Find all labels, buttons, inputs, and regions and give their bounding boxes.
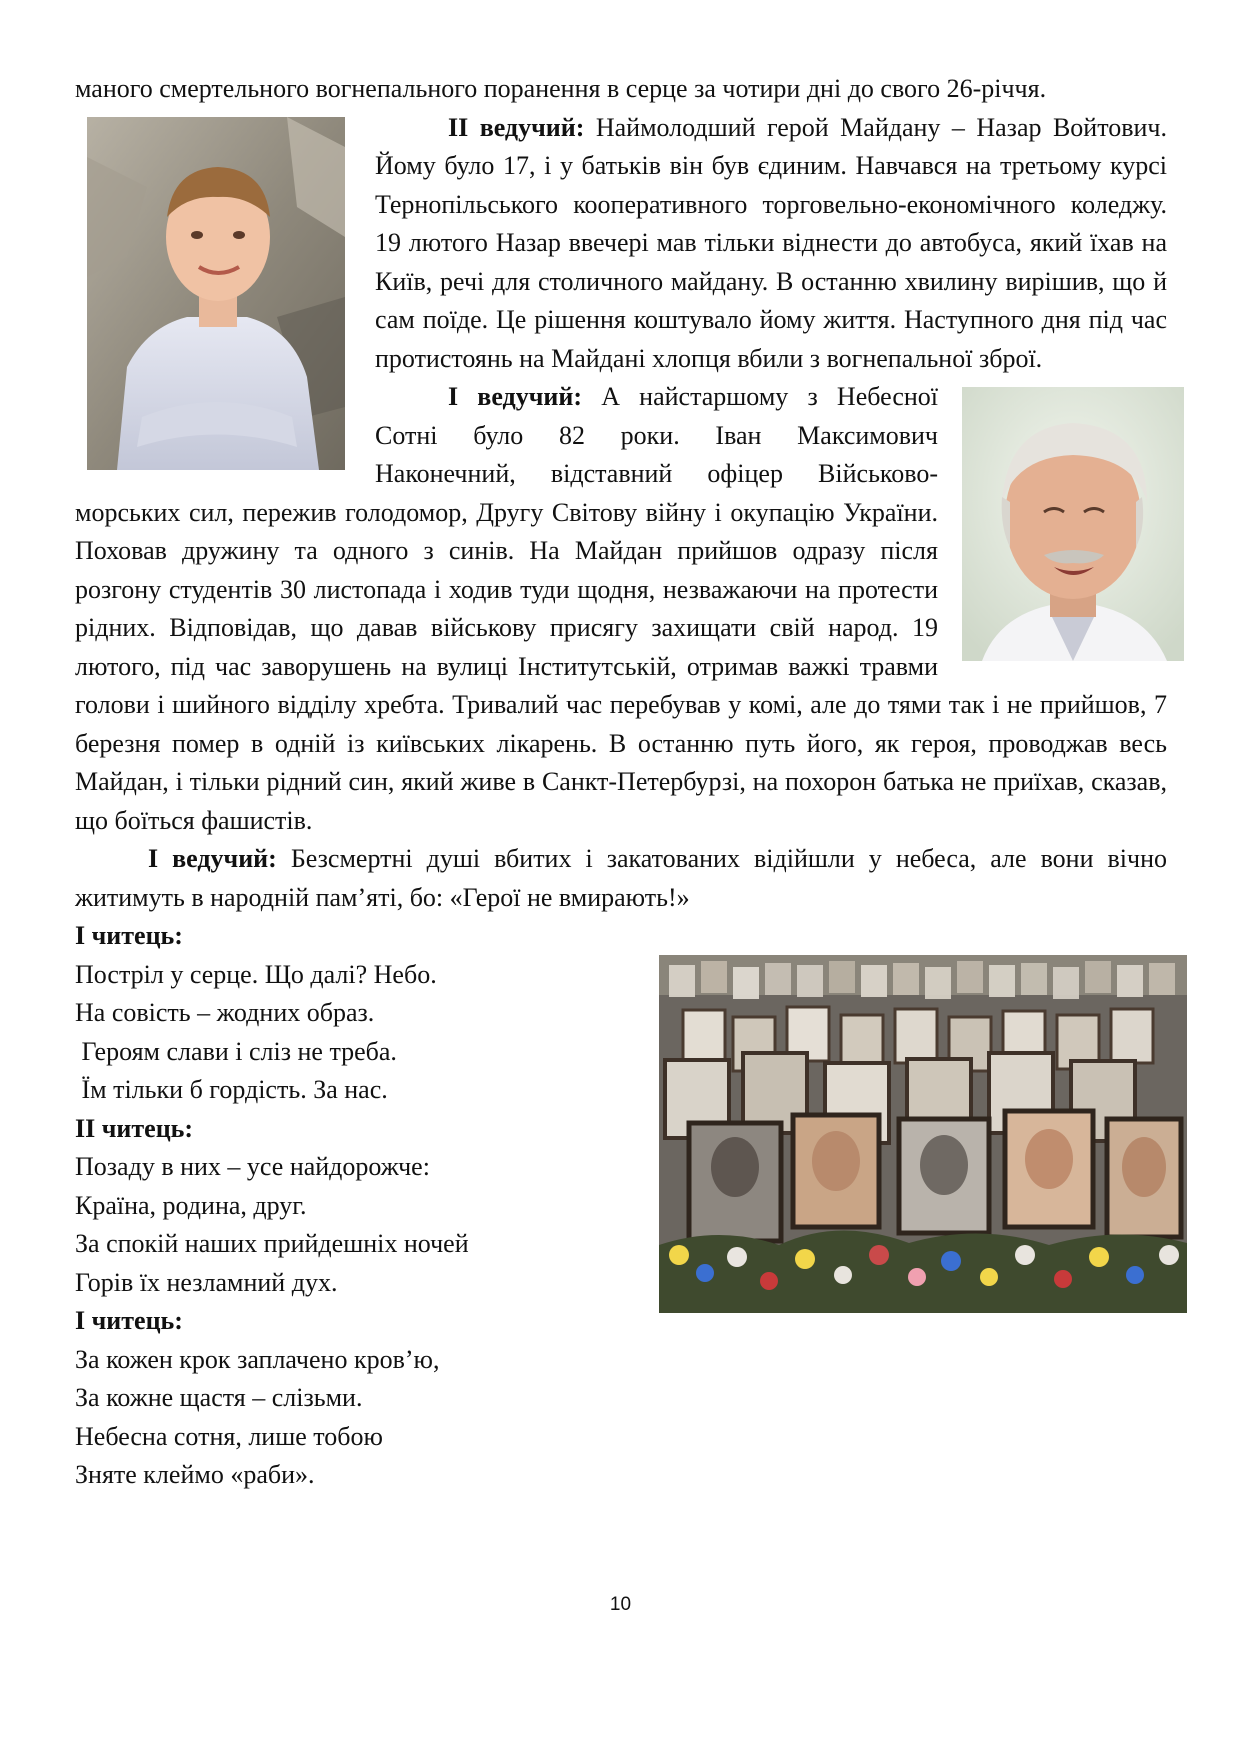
photo-memorial xyxy=(659,955,1187,1313)
poem-line: За кожне щастя – слізьми. xyxy=(75,1383,363,1412)
reader-label: І читець: xyxy=(75,921,183,950)
paragraph-text: А найстаршому з Небесної Сотні було 82 роки. Іван Максимович Наконечний, відставний офіцер Військово-морських сил, пережив голодомор, Другу Світову війну і окупацію України. Поховав дружину та одного з синів. На Майдан прийшов одразу після розгону студентів 30 листопада і ходив туди щодня, незважаючи на протести рідних. Відповідав, що давав військову присягу захищати свій народ. 19 лютого, під час заворушень на вулиці Інститутській, отримав важкі травми голови і шийного відділу хребта. Тривалий час перебував у комі, але до тями так і не прийшов, 7 березня помер в одній із київських лікарень. В останню путь його, як героя, проводжав весь Майдан, і тільки рідний син, який живе в Санкт-Петербурзі, на похорон батька не приїхав, сказав, що боїться фашистів. xyxy=(75,382,1167,835)
speaker-label: І ведучий: xyxy=(148,844,277,873)
poem-line: Зняте клеймо «раби». xyxy=(75,1460,315,1489)
reader-label: ІІ читець: xyxy=(75,1113,194,1143)
paragraph-speaker-1-closing xyxy=(75,840,1167,917)
poem-line: Постріл у серце. Що далі? Небо. xyxy=(75,959,437,989)
poem-line: Героям слави і сліз не треба. xyxy=(75,1036,397,1066)
speaker-label: І ведучий: xyxy=(448,382,582,411)
page-number: 10 xyxy=(609,1594,632,1615)
paragraph-text: Безсмертні душі вбитих і закатованих відійшли у небеса, але вони вічно житимуть в народній пам’яті, бо: «Герої не вмирають!» xyxy=(75,844,1168,912)
speaker-label: ІІ ведучий: xyxy=(448,112,585,142)
poem-line: Їм тільки б гордість. За нас. xyxy=(75,1075,388,1104)
poem-line: На совість – жодних образ. xyxy=(75,998,375,1027)
poem-line: Горів їх незламний дух. xyxy=(75,1267,338,1297)
photo-elderly-man xyxy=(962,387,1184,661)
poem-line: За спокій наших прийдешніх ночей xyxy=(75,1229,469,1258)
poem-line: Країна, родина, друг. xyxy=(75,1190,307,1220)
photo-young-man xyxy=(87,117,345,470)
poem-line: Небесна сотня, лише тобою xyxy=(75,1421,383,1451)
poem-line: За кожен крок заплачено кров’ю, xyxy=(75,1344,440,1374)
reader-label: І читець: xyxy=(75,1306,183,1335)
paragraph-intro: маного смертельного вогнепального поранення в серце за чотири дні до свого 26-річчя. xyxy=(75,74,1047,103)
poem-line: Позаду в них – усе найдорожче: xyxy=(75,1152,430,1181)
paragraph-text: Наймолодший герой Майдану – Назар Войтович. Йому було 17, і у батьків він був єдиним. Навчався на третьому курсі Тернопільського кооперативного торговельно-економічного коледжу. 19 лютого Назар ввечері мав тільки віднести до автобуса, який їхав на Київ, речі для столичного майдану. В останню хвилину вирішив, що й сам поїде. Це рішення коштувало йому життя. Наступного дня під час протистоянь на Майдані хлопця вбили з вогнепальної зброї. xyxy=(375,112,1167,373)
